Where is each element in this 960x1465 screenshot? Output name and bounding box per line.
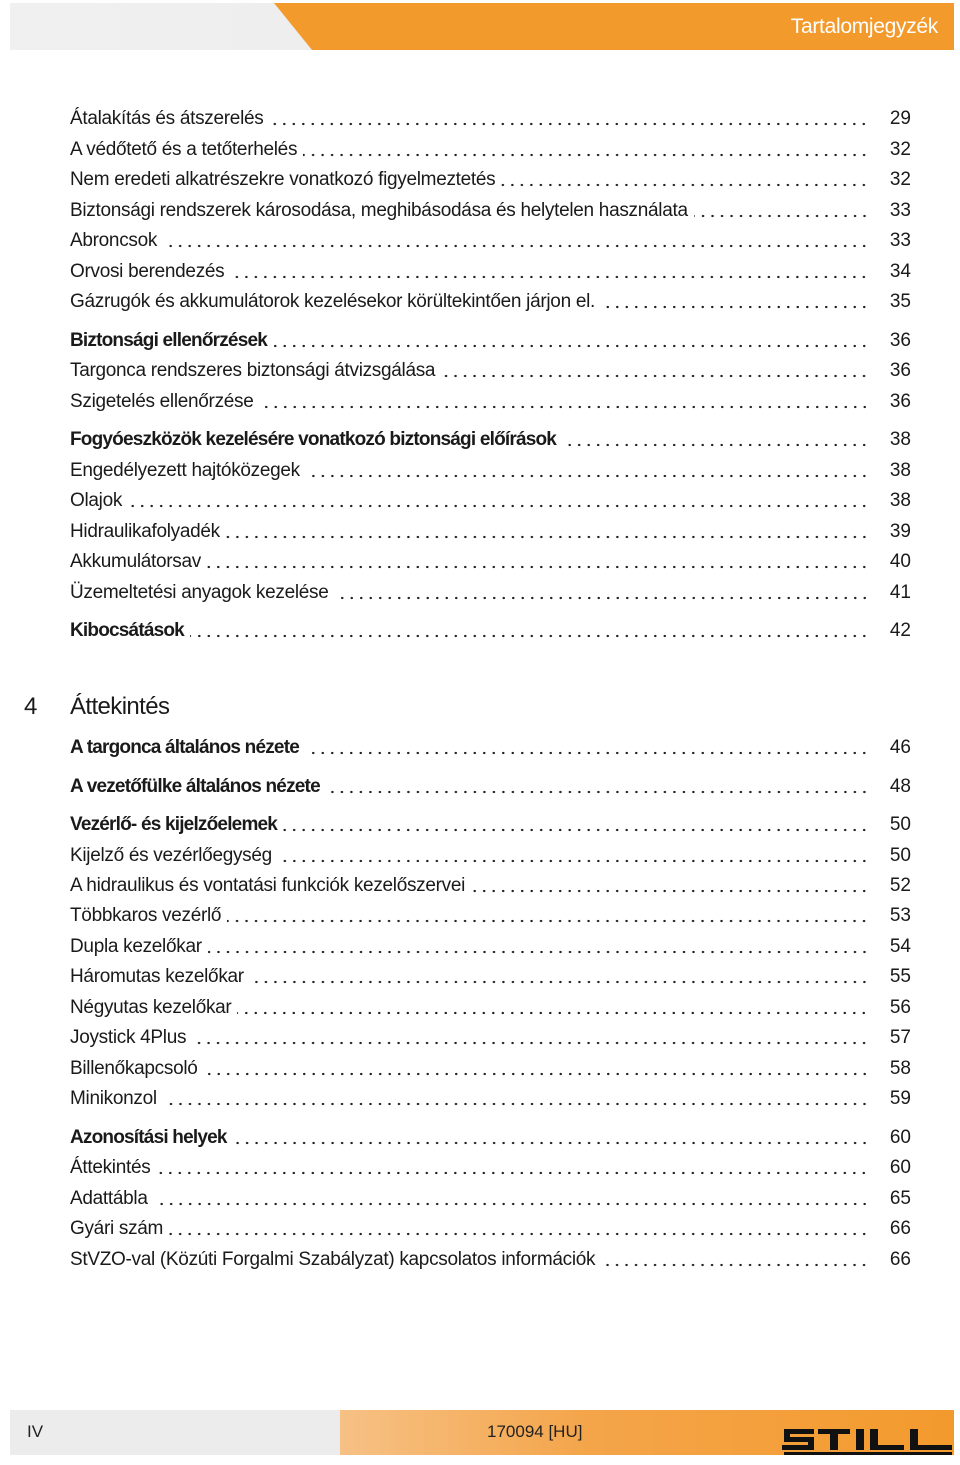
toc-entry-title: Háromutas kezelőkar <box>70 966 244 987</box>
chapter-heading <box>24 693 324 723</box>
dot-leader <box>283 828 869 832</box>
dot-leader <box>237 1011 869 1015</box>
chapter-title: Áttekintés <box>70 693 170 720</box>
toc-entry[interactable] <box>70 1084 911 1110</box>
toc-entry-page: 35 <box>889 291 911 312</box>
toc-entry-title: A hidraulikus és vontatási funkciók kezelőszervei <box>70 875 466 896</box>
dot-leader <box>163 1102 869 1106</box>
toc-entry-title: Minikonzol <box>70 1088 157 1109</box>
toc-entry[interactable] <box>70 871 911 897</box>
dot-leader <box>278 859 869 863</box>
toc-entry-title: Üzemeltetési anyagok kezelése <box>70 582 329 603</box>
toc-entry-page: 38 <box>889 490 911 511</box>
dot-leader <box>441 374 869 378</box>
toc-entry-title: Gázrugók és akkumulátorok kezelésekor körültekintően járjon el. <box>70 291 595 312</box>
toc-entry-page: 42 <box>889 620 911 641</box>
toc-entry-title: Vezérlő- és kijelzőelemek <box>70 814 278 835</box>
toc-entry-page: 57 <box>889 1027 911 1048</box>
toc-entry-page: 36 <box>889 360 911 381</box>
toc-entry-title: Adattábla <box>70 1188 148 1209</box>
toc-entry-title: Szigetelés ellenőrzése <box>70 391 254 412</box>
dot-leader <box>230 275 869 279</box>
toc-entry[interactable] <box>70 1214 911 1240</box>
page-header <box>10 3 954 50</box>
toc-entry-page: 66 <box>889 1218 911 1239</box>
toc-entry-title: Biztonsági ellenőrzések <box>70 330 268 351</box>
toc-entry[interactable] <box>70 517 911 543</box>
dot-leader <box>335 596 870 600</box>
toc-entry-page: 50 <box>889 814 911 835</box>
dot-leader <box>227 919 869 923</box>
dot-leader <box>207 565 869 569</box>
toc-entry[interactable] <box>70 226 911 252</box>
dot-leader <box>154 1202 869 1206</box>
dot-leader <box>269 122 869 126</box>
toc-entry[interactable] <box>70 962 911 988</box>
toc-entry[interactable] <box>70 104 911 130</box>
toc-entry-title: Négyutas kezelőkar <box>70 997 232 1018</box>
toc-entry-title: Többkaros vezérlő <box>70 905 222 926</box>
toc-entry-page: 56 <box>889 997 911 1018</box>
toc-entry-page: 34 <box>889 261 911 282</box>
toc-entry[interactable] <box>70 1245 911 1271</box>
toc-entry[interactable] <box>70 1023 911 1049</box>
toc-entry[interactable] <box>70 993 911 1019</box>
dot-leader <box>601 305 869 309</box>
toc-entry[interactable] <box>70 1123 911 1149</box>
toc-entry[interactable] <box>70 901 911 927</box>
toc-entry-page: 33 <box>889 230 911 251</box>
toc-entry-title: Biztonsági rendszerek károsodása, meghibásodása és helytelen használata <box>70 200 688 221</box>
dot-leader <box>169 1232 869 1236</box>
footer-page-number: IV <box>27 1422 44 1441</box>
toc-entry-title: Billenőkapcsoló <box>70 1058 198 1079</box>
toc-entry[interactable] <box>70 547 911 573</box>
toc-entry-title: Abroncsok <box>70 230 158 251</box>
toc-entry-title: Akkumulátorsav <box>70 551 201 572</box>
toc-entry-page: 60 <box>889 1157 911 1178</box>
dot-leader <box>694 214 869 218</box>
toc-entry-title: Áttekintés <box>70 1157 151 1178</box>
footer-document-code: 170094 [HU] <box>487 1422 583 1441</box>
toc-entry-title: StVZO-val (Közúti Forgalmi Szabályzat) kapcsolatos információk <box>70 1249 596 1270</box>
toc-entry[interactable] <box>70 196 911 222</box>
toc-entry-page: 46 <box>889 737 911 758</box>
toc-entry[interactable] <box>70 425 911 451</box>
dot-leader <box>305 751 869 755</box>
dot-leader <box>156 1171 869 1175</box>
dot-leader <box>204 1072 869 1076</box>
toc-entry[interactable] <box>70 1184 911 1210</box>
dot-leader <box>273 344 869 348</box>
dot-leader <box>303 153 869 157</box>
toc-entry-title: Targonca rendszeres biztonsági átvizsgálása <box>70 360 436 381</box>
toc-entry-page: 41 <box>889 582 911 603</box>
toc-entry-title: Átalakítás és átszerelés <box>70 108 264 129</box>
toc-entry-page: 65 <box>889 1188 911 1209</box>
page-title: Tartalomjegyzék <box>790 15 938 38</box>
dot-leader <box>306 474 869 478</box>
toc-entry-title: Azonosítási helyek <box>70 1127 227 1148</box>
chapter-number: 4 <box>24 693 37 720</box>
toc-entry-page: 54 <box>889 936 911 957</box>
toc-entry-title: Dupla kezelőkar <box>70 936 202 957</box>
toc-entry-page: 66 <box>889 1249 911 1270</box>
toc-entry-page: 36 <box>889 391 911 412</box>
toc-entry-page: 58 <box>889 1058 911 1079</box>
dot-leader <box>250 980 869 984</box>
toc-entry-title: Engedélyezett hajtóközegek <box>70 460 300 481</box>
toc-entry-page: 55 <box>889 966 911 987</box>
dot-leader <box>192 1041 869 1045</box>
toc-entry-title: Kijelző és vezérlőegység <box>70 845 272 866</box>
still-logo <box>782 1421 954 1455</box>
toc-entry[interactable] <box>70 165 911 191</box>
toc-entry[interactable] <box>70 932 911 958</box>
toc-entry-page: 40 <box>889 551 911 572</box>
dot-leader <box>471 889 869 893</box>
toc-entry-page: 50 <box>889 845 911 866</box>
toc-entry-page: 52 <box>889 875 911 896</box>
toc-entry[interactable] <box>70 486 911 512</box>
toc-entry-page: 38 <box>889 460 911 481</box>
toc-entry-title: A vezetőfülke általános nézete <box>70 776 320 797</box>
toc-entry-page: 32 <box>889 139 911 160</box>
dot-leader <box>190 634 869 638</box>
toc-entry[interactable] <box>70 326 911 352</box>
toc-entry[interactable] <box>70 841 911 867</box>
toc-entry-title: Nem eredeti alkatrészekre vonatkozó figyelmeztetés <box>70 169 496 190</box>
dot-leader <box>226 535 869 539</box>
toc-entry-page: 29 <box>889 108 911 129</box>
dot-leader <box>233 1141 869 1145</box>
toc-entry[interactable] <box>70 810 911 836</box>
toc-entry-page: 38 <box>889 429 911 450</box>
toc-entry[interactable] <box>70 733 911 759</box>
toc-entry-title: Hidraulikafolyadék <box>70 521 220 542</box>
toc-entry[interactable] <box>70 772 911 798</box>
dot-leader <box>601 1263 869 1267</box>
toc-entry[interactable] <box>70 456 911 482</box>
toc-entry[interactable] <box>70 356 911 382</box>
dot-leader <box>163 244 869 248</box>
toc-entry-page: 36 <box>889 330 911 351</box>
toc-entry-title: Joystick 4Plus <box>70 1027 187 1048</box>
toc-entry[interactable] <box>70 287 911 313</box>
dot-leader <box>260 405 869 409</box>
toc-entry-page: 33 <box>889 200 911 221</box>
dot-leader <box>326 790 869 794</box>
dot-leader <box>501 183 869 187</box>
toc-entry-title: Gyári szám <box>70 1218 164 1239</box>
toc-entry-page: 59 <box>889 1088 911 1109</box>
toc-entry-page: 53 <box>889 905 911 926</box>
toc-entry-page: 39 <box>889 521 911 542</box>
toc-entry-title: A targonca általános nézete <box>70 737 299 758</box>
toc-entry[interactable] <box>70 1054 911 1080</box>
toc-entry-title: Kibocsátások <box>70 620 184 641</box>
toc-entry-page: 60 <box>889 1127 911 1148</box>
toc-entry[interactable] <box>70 387 911 413</box>
toc-entry[interactable] <box>70 257 911 283</box>
toc-entry[interactable] <box>70 578 911 604</box>
dot-leader <box>208 950 869 954</box>
toc-entry[interactable] <box>70 616 911 642</box>
dot-leader <box>128 504 869 508</box>
toc-entry-title: Fogyóeszközök kezelésére vonatkozó biztonsági előírások <box>70 429 557 450</box>
toc-entry-page: 48 <box>889 776 911 797</box>
dot-leader <box>562 443 869 447</box>
toc-entry-title: A védőtető és a tetőterhelés <box>70 139 298 160</box>
toc-entry-page: 32 <box>889 169 911 190</box>
toc-entry[interactable] <box>70 135 911 161</box>
toc-entry[interactable] <box>70 1153 911 1179</box>
toc-entry-title: Orvosi berendezés <box>70 261 225 282</box>
toc-entry-title: Olajok <box>70 490 123 511</box>
page-footer <box>10 1410 954 1455</box>
